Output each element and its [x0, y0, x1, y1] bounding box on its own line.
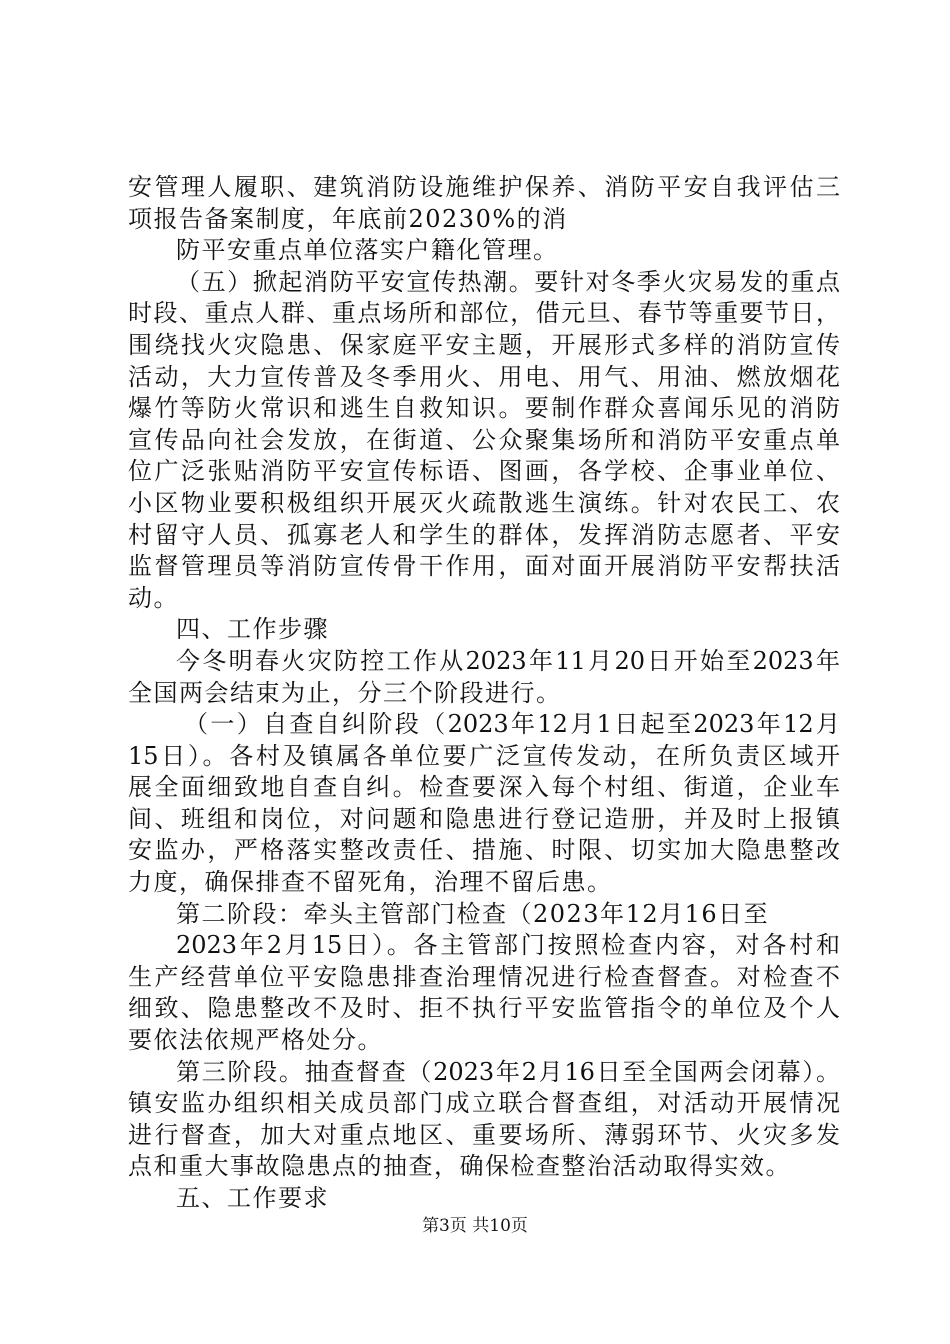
text-line: 要依法依规严格处分。 — [128, 1026, 383, 1055]
text-line: 力度，确保排查不留死角，治理不留后患。 — [128, 868, 613, 897]
text-line: 小区物业要积极组织开展灭火疏散逃生演练。针对农民工、农 — [128, 488, 840, 517]
text-line: 第三阶段。抽查督查（2023年2月16日至全国两会闭幕）。 — [176, 1057, 840, 1086]
text-line: 第二阶段：牵头主管部门检查（2023年12月16日至 — [176, 899, 770, 928]
text-line: 监督管理员等消防宣传骨干作用，面对面开展消防平安帮扶活 — [128, 552, 840, 581]
text-line: （一）自查自纠阶段（2023年12月1日起至2023年12月 — [184, 710, 840, 739]
section-heading: 五、工作要求 — [176, 1184, 329, 1212]
text-line: 宣传品向社会发放，在街道、公众聚集场所和消防平安重点单 — [128, 425, 840, 454]
text-line: 位广泛张贴消防平安宣传标语、图画，各学校、企事业单位、 — [128, 457, 840, 486]
text-line: 村留守人员、孤寡老人和学生的群体，发挥消防志愿者、平安 — [128, 520, 840, 549]
text-line: 进行督查，加大对重点地区、重要场所、薄弱环节、火灾多发 — [128, 1120, 840, 1149]
text-line: 活动，大力宣传普及冬季用火、用电、用气、用油、燃放烟花 — [128, 362, 840, 391]
text-line: 点和重大事故隐患点的抽查，确保检查整治活动取得实效。 — [128, 1152, 791, 1181]
text-line: 细致、隐患整改不及时、拒不执行平安监管指令的单位及个人 — [128, 994, 840, 1023]
text-line: 安监办，严格落实整改责任、措施、时限、切实加大隐患整改 — [128, 836, 840, 865]
text-line: 全国两会结束为止，分三个阶段进行。 — [128, 678, 562, 707]
text-line: 防平安重点单位落实户籍化管理。 — [176, 236, 559, 265]
text-line: 镇安监办组织相关成员部门成立联合督查组，对活动开展情况 — [128, 1089, 840, 1118]
text-line: 安管理人履职、建筑消防设施维护保养、消防平安自我评估三 — [128, 173, 840, 201]
body-text — [128, 172, 840, 1215]
text-line: 15日）。各村及镇属各单位要广泛宣传发动，在所负责区域开 — [128, 741, 840, 770]
text-line: （五）掀起消防平安宣传热潮。要针对冬季火灾易发的重点 — [176, 267, 840, 296]
text-line: 今冬明春火灾防控工作从2023年11月20日开始至2023年 — [176, 646, 840, 675]
page-number-footer: 第3页 共10页 — [422, 1216, 528, 1236]
text-line: 围绕找火灾隐患、保家庭平安主题，开展形式多样的消防宣传 — [128, 330, 840, 359]
text-line: 时段、重点人群、重点场所和部位，借元旦、春节等重要节日， — [128, 299, 840, 328]
text-line: 间、班组和岗位，对问题和隐患进行登记造册，并及时上报镇 — [128, 804, 840, 833]
text-line: 动。 — [128, 583, 179, 612]
text-line: 展全面细致地自查自纠。检查要深入每个村组、街道，企业车 — [128, 773, 840, 802]
text-line: 生产经营单位平安隐患排查治理情况进行检查督查。对检查不 — [128, 962, 840, 991]
text-line: 项报告备案制度，年底前20230%的消 — [128, 204, 568, 233]
text-line: 爆竹等防火常识和逃生自救知识。要制作群众喜闻乐见的消防 — [128, 394, 840, 423]
section-heading: 四、工作步骤 — [176, 615, 329, 644]
text-line: 2023年2月15日）。各主管部门按照检查内容，对各村和 — [176, 931, 840, 960]
